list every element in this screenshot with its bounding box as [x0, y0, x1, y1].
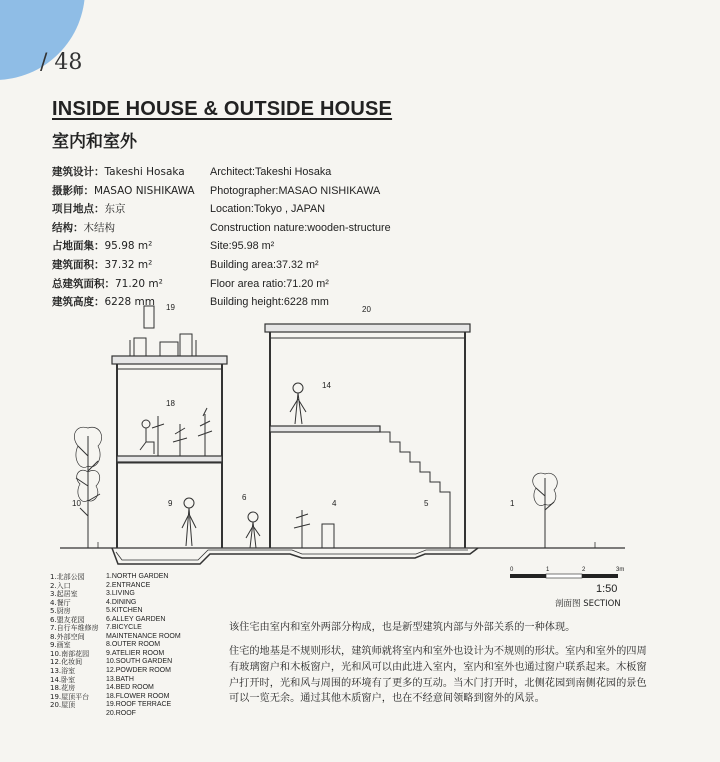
section-caption: 剖面图 SECTION	[555, 599, 621, 609]
info-row: Building height: 6228 mm	[210, 296, 329, 309]
info-chinese	[52, 163, 195, 312]
legend-item: 4.餐厅	[50, 598, 71, 607]
info-row: 建筑面积： 37.32 m²	[52, 258, 153, 271]
scale-segment	[510, 574, 546, 578]
legend-item: 19.屋顶平台	[50, 692, 90, 701]
info-row: Site: 95.98 m²	[210, 240, 275, 253]
description-paragraph-1: 该住宅由室内和室外两部分构成，也是新型建筑内部与外部关系的一种体现。	[229, 622, 576, 633]
info-english	[210, 163, 391, 312]
legend-item: 14.BED ROOM	[106, 684, 154, 692]
right-building	[265, 324, 470, 548]
label-19: 19	[166, 303, 175, 312]
scale-ratio: 1:50	[596, 583, 618, 595]
scale-segment	[546, 574, 582, 578]
legend-item: 1.北部公园	[50, 573, 85, 581]
legend-item: 9.画室	[50, 641, 71, 650]
legend-item: 20.屋顶	[50, 701, 76, 710]
info-row: Floor area ratio: 71.20 m²	[210, 277, 329, 290]
legend-item: 8.外部空间	[50, 632, 85, 641]
page-number: / 48	[40, 50, 83, 75]
label-4: 4	[332, 499, 337, 508]
label-18: 18	[166, 399, 175, 408]
legend-item: 2.ENTRANCE	[106, 581, 151, 589]
legend-item: 8.OUTER ROOM	[106, 641, 161, 649]
legend-item: 10.SOUTH GARDEN	[106, 658, 173, 666]
legend-item: 18.FLOWER ROOM	[106, 692, 170, 700]
legend-item: 6.ALLEY GARDEN	[106, 615, 166, 623]
tree-right	[533, 473, 558, 548]
tree-left	[74, 427, 101, 548]
legend-item: 20.ROOF	[106, 709, 136, 717]
alley-figure	[246, 512, 260, 548]
scale-tick-2: 2	[582, 567, 586, 573]
label-14: 14	[322, 381, 331, 390]
scale-segment	[582, 574, 618, 578]
legend-item: 14.卧室	[50, 675, 76, 684]
info-row: 占地面集： 95.98 m²	[52, 240, 153, 253]
title-chinese: 室内和室外	[52, 132, 137, 152]
scale-bar	[508, 565, 628, 583]
legend-item: 13.浴室	[50, 667, 76, 676]
legend-item: 10.南部花园	[50, 649, 90, 658]
info-row: 总建筑面积： 71.20 m²	[52, 277, 163, 290]
scale-tick-1: 1	[546, 567, 550, 573]
label-5: 5	[424, 499, 429, 508]
label-9: 9	[168, 499, 173, 508]
legend-item: 12.POWDER ROOM	[106, 667, 171, 675]
legend-item: MAINTENANCE ROOM	[106, 632, 181, 640]
info-row: 建筑设计： Takeshi Hosaka	[52, 166, 185, 178]
foundation	[112, 548, 478, 564]
info-row: Construction nature: wooden-structure	[210, 221, 391, 234]
label-20: 20	[362, 305, 371, 314]
legend-item: 3.LIVING	[106, 590, 135, 598]
info-row: 建筑高度： 6228 mm	[52, 296, 156, 309]
info-row: Architect: Takeshi Hosaka	[210, 166, 332, 178]
legend-item: 19.ROOF TERRACE	[106, 701, 172, 709]
label-1: 1	[510, 499, 515, 508]
legend-english	[106, 573, 181, 718]
section-drawing	[40, 296, 640, 576]
legend-item: 12.化妆间	[50, 658, 83, 667]
info-row: 项目地点： 东京	[52, 203, 126, 216]
info-row: Photographer: MASAO NISHIKAWA	[210, 184, 381, 197]
legend-item: 2.入口	[50, 581, 71, 590]
legend-item: 7.BICYCLE	[106, 624, 142, 632]
legend-item: 13.BATH	[106, 675, 134, 683]
legend-item: 18.花房	[50, 684, 76, 693]
description-paragraph-2: 住宅的地基是不规则形状，建筑师就将室内和室外也设计为不规则的形状。室内和室外的四周有玻璃窗户和木板窗户，光和风可以由此进入室内，室内和室外也通过窗户联系起来。木板窗户打开时，光和风与周围的环境有了更多的互动。当木门打开时，北侧花园到南侧花园的景色可以一览无余。通过其他木质窗户，也在不经意间领略到窗外的风景。	[229, 646, 647, 705]
info-row: 结构： 木结构	[52, 221, 115, 234]
scale-tick-0: 0	[510, 567, 514, 573]
legend-item: 6.盟友花园	[50, 615, 85, 624]
label-6: 6	[242, 493, 247, 502]
info-row: 摄影师： MASAO NISHIKAWA	[52, 184, 195, 197]
legend-item: 1.NORTH GARDEN	[106, 573, 169, 580]
title-english: INSIDE HOUSE & OUTSIDE HOUSE	[52, 98, 393, 120]
left-building	[112, 306, 227, 548]
legend-item: 9.ATELIER ROOM	[106, 649, 165, 657]
legend-item: 5.厨房	[50, 607, 71, 616]
legend-item: 5.KITCHEN	[106, 607, 143, 615]
info-row: Location: Tokyo , JAPAN	[210, 203, 326, 216]
scale-tick-3: 3m	[616, 567, 625, 573]
label-10: 10	[72, 499, 81, 508]
legend-item: 4.DINING	[106, 598, 137, 606]
legend-item: 7.自行车维修房	[50, 624, 99, 633]
legend-chinese	[50, 573, 99, 710]
info-row: Building area: 37.32 m²	[210, 258, 319, 271]
legend-item: 3.起居室	[50, 590, 78, 599]
